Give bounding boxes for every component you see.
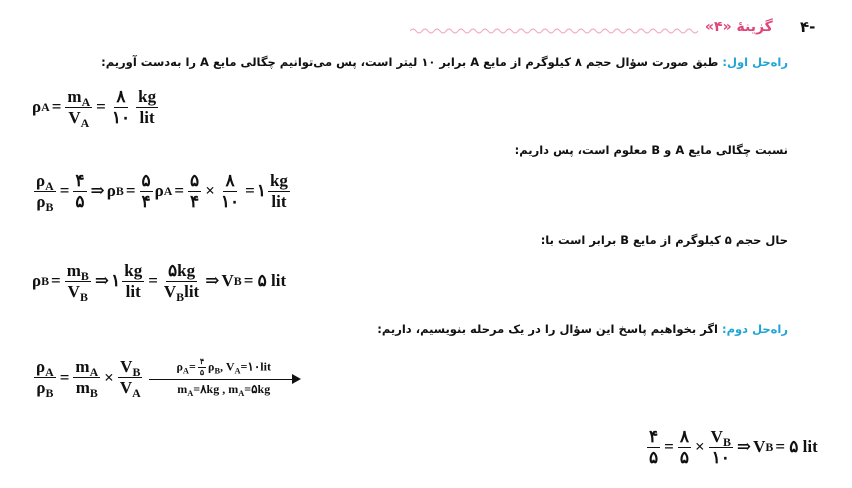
wavy-divider [410, 27, 700, 35]
fraction: $\frac{۴}{۵}$ [649, 427, 659, 467]
fraction: $\frac{۸}{۵}$ [679, 427, 689, 467]
equation-3: ρ B = $\frac{m_B}{V_B}$ ⇒ ۱ $\frac{kg}{\text{lit}}$ = $\frac{۵kg}{V_Blit}$ ⇒ V B = ۵ lit [32, 261, 287, 304]
method2-text: اگر بخواهیم پاسخ این سؤال را در یک مرحله بنویسیم، داریم: [377, 322, 718, 336]
equation-4: $\frac{\rho_A}{\rho_B}$ = $\frac{m_A}{m_B}$ × $\frac{V_B}{V_A}$ $\rho_A=$ $\frac{۴}{۵}$ $\rho_B$, $V_A=۱۰lit$ $m_A=۸kg$ , $m_A=۵kg$ [32, 358, 299, 397]
equation-1: ρ A = $\frac{m_A}{V_A}$ = $\frac{۸}{۱۰}$ $\frac{kg}{\text{lit}}$ [32, 87, 157, 130]
question-number: ۴- [800, 18, 816, 36]
fraction: $\frac{kg}{\text{lit}}$ [138, 87, 157, 127]
fraction: $\frac{۵kg}{V_Blit}$ [163, 261, 200, 304]
method2-label: راه‌حل دوم: [722, 322, 788, 336]
fraction: $\frac{m_B}{V_B}$ [66, 261, 89, 304]
fraction: $\frac{V_B}{V_A}$ [119, 357, 141, 401]
fraction: $\frac{\rho_A}{\rho_B}$ [36, 171, 54, 214]
arrow-right-icon [149, 379, 299, 380]
fraction: $\frac{۵}{۴}$ [141, 171, 151, 211]
fraction: $\frac{kg}{\text{lit}}$ [269, 171, 288, 211]
fraction: $\frac{۸}{۱۰}$ [111, 87, 131, 127]
rho-symbol: ρ [32, 97, 42, 117]
equation-5: $\frac{۴}{۵}$ = $\frac{۸}{۵}$ × $\frac{V_B}{۱۰}$ ⇒ V B = ۵ lit [649, 427, 818, 467]
conditional-arrow: $\rho_A=$ $\frac{۴}{۵}$ $\rho_B$, $V_A=۱۰lit$ $m_A=۸kg$ , $m_A=۵kg$ [149, 358, 299, 397]
fraction: $\frac{V_B}{۱۰}$ [710, 427, 731, 467]
fraction: $\frac{\rho_A}{\rho_B}$ [36, 357, 54, 401]
fraction: $\frac{m_A}{V_A}$ [67, 87, 91, 130]
fraction: $\frac{kg}{\text{lit}}$ [124, 261, 143, 301]
fraction: $\frac{۸}{۱۰}$ [220, 171, 240, 211]
equation-2: $\frac{\rho_A}{\rho_B}$ = $\frac{۴}{۵}$ ⇒ ρ B = $\frac{۵}{۴}$ ρ A = $\frac{۵}{۴}$ × $\frac{۸}{۱۰}$ = ۱ $\frac{kg}{\text{lit}}$ [36, 171, 288, 214]
method1-line [101, 55, 788, 69]
method2-line [377, 322, 788, 336]
method1-text: طبق صورت سؤال حجم ۸ کیلوگرم از مایع A برابر ۱۰ لیتر است، پس می‌توانیم چگالی مایع A را به‌دست آوریم: [101, 55, 719, 69]
line3-text: حال حجم ۵ کیلوگرم از مایع B برابر است با: [540, 233, 788, 247]
method1-label: راه‌حل اول: [722, 55, 788, 69]
fraction: $\frac{۴}{۵}$ [75, 171, 85, 211]
fraction: $\frac{m_A}{m_B}$ [75, 357, 99, 401]
answer-option: گزینهٔ «۴» [705, 19, 773, 35]
line2-text: نسبت چگالی مایع A و B معلوم است، پس داریم: [514, 143, 788, 157]
fraction: $\frac{۵}{۴}$ [190, 171, 200, 211]
